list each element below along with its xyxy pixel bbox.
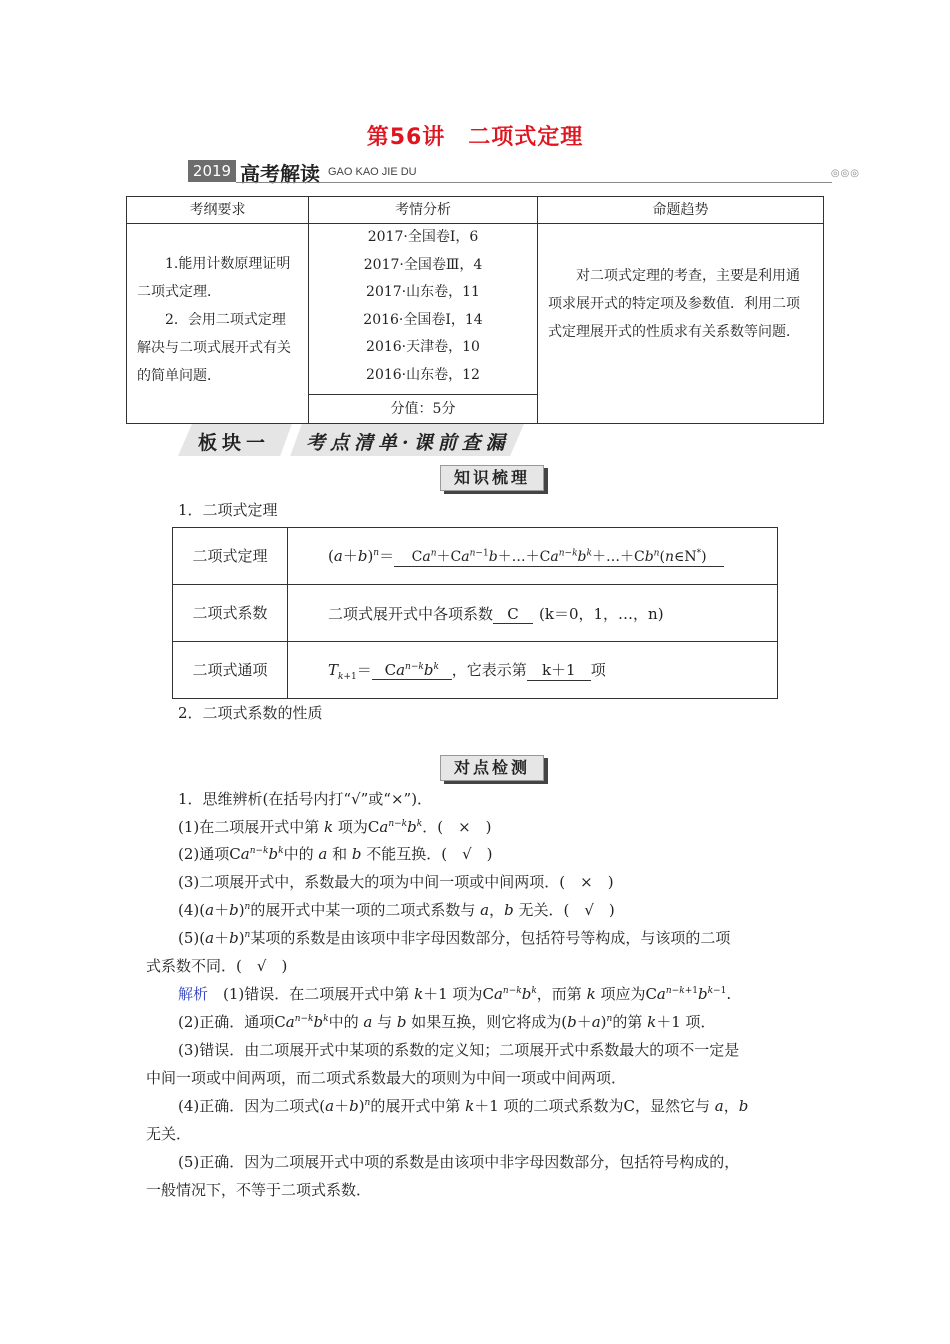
- answer-5: √: [256, 957, 267, 975]
- answer-4: √: [584, 901, 594, 919]
- answer-1: ×: [458, 818, 471, 836]
- coefficient-blank: C: [493, 605, 533, 624]
- general-term-text: $T_{k+1}= Ca^{n-k}b^k$ ，它表示第 k＋1 项: [288, 642, 778, 699]
- answer-3: ×: [580, 873, 593, 891]
- row-label-general-term: 二项式通项: [173, 642, 288, 699]
- trend-text: 对二项式定理的考查，主要是利用通项求展开式的特定项及参数值．利用二项式定理展开式的性质求有关系数等问题．: [548, 268, 800, 340]
- question-1: (1)在二项展开式中第 k 项为$Ca^{n-k}b^k$．( × ): [178, 818, 492, 836]
- knowledge-tag: 知识梳理: [440, 465, 544, 491]
- item-2-heading: 2．二项式系数的性质: [178, 704, 323, 722]
- analysis-item: 2016·天津卷，10: [366, 339, 480, 355]
- binomial-table: [172, 527, 778, 699]
- banner-pinyin: GAO KAO JIE DU: [328, 166, 417, 178]
- check-tag: 对点检测: [440, 755, 544, 781]
- gaokao-banner: [188, 158, 860, 184]
- analysis-item: 2016·山东卷，12: [366, 366, 480, 383]
- header-trend: 命题趋势: [538, 197, 824, 224]
- analysis-item: 2017·山东卷，11: [366, 284, 480, 300]
- question-3: (3)二项展开式中，系数最大的项为中间一项或中间两项．( × ): [178, 873, 614, 891]
- banner-year: 2019: [188, 160, 236, 182]
- exam-analysis-table: [126, 196, 824, 424]
- requirement-1: 1.能用计数原理证明二项式定理．: [137, 256, 291, 300]
- question-4: $(4)(a+b)^n$的展开式中某一项的二项式系数与 a，b 无关．( √ ): [178, 901, 615, 919]
- row-label-coefficient: 二项式系数: [173, 585, 288, 642]
- score-row: 分值：5分: [309, 394, 537, 423]
- jiexi-label: 解析: [178, 985, 209, 1003]
- analysis-item: 2016·全国卷Ⅰ，14: [363, 311, 483, 328]
- header-requirements: 考纲要求: [127, 197, 309, 224]
- banner-label: 高考解读: [240, 162, 320, 186]
- page-title: 第56讲 二项式定理: [366, 125, 584, 150]
- theorem-formula: $(a+b)^n=$ $Ca^n+Ca^{n-1}b+\dots+Ca^{n-k}b^k+\dots+Cb^n(n\in N^*)$: [288, 528, 778, 585]
- analysis-item: 2017·全国卷Ⅲ，4: [363, 256, 483, 273]
- requirements-cell: [127, 224, 309, 424]
- coefficient-text: 二项式展开式中各项系数 C (k＝0，1，…，n): [288, 585, 778, 642]
- answer-4-explain-cont: 无关．: [146, 1125, 192, 1143]
- requirement-2: 2．会用二项式定理解决与二项式展开式有关的简单问题．: [137, 312, 291, 384]
- answer-2-explain: (2)正确．通项$Ca^{n-k}b^k$中的 a 与 b 如果互换，则它将成为$(b+a)^n$的第 k＋1 项．: [178, 1013, 716, 1031]
- section-banner: [178, 424, 528, 458]
- answer-3-explain: (3)错误．由二项展开式中某项的系数的定义知；二项展开式中系数最大的项不一定是: [178, 1041, 740, 1059]
- banner-dots: ◎◎◎: [830, 168, 860, 179]
- analysis-cell: [309, 224, 538, 424]
- trend-cell: [538, 224, 824, 424]
- answer-1-explain: 解析 (1)错误．在二项展开式中第 k＋1 项为$Ca^{n-k}b^k$，而第 k 项应为$Ca^{n-k+1}b^{k-1}$.: [178, 985, 732, 1003]
- answer-4-explain: (4)正确．因为二项式$(a+b)^n$的展开式中第 k＋1 项的二项式系数为C，显然它与 a，b: [178, 1097, 749, 1115]
- term-index-blank: k＋1: [527, 659, 591, 681]
- row-label-theorem: 二项式定理: [173, 528, 288, 585]
- item-1-heading: 1．二项式定理: [178, 501, 278, 519]
- answer-2: √: [462, 845, 472, 863]
- answer-3-explain-cont: 中间一项或中间两项，而二项式系数最大的项则为中间一项或中间两项．: [146, 1069, 627, 1087]
- question-5-cont: 式系数不同．( √ ): [146, 957, 288, 975]
- question-5: $(5)(a+b)^n$某项的系数是由该项中非字母因数部分，包括符号等构成，与该项的二项: [178, 929, 731, 947]
- section-text: 考点清单·课前查漏: [306, 432, 510, 454]
- answer-5-explain-cont: 一般情况下，不等于二项式系数．: [146, 1181, 372, 1199]
- analysis-item: 2017·全国卷Ⅰ，6: [367, 229, 479, 245]
- header-analysis: 考情分析: [309, 197, 538, 224]
- section-block: 板块一: [198, 432, 271, 454]
- question-intro: 1．思维辨析(在括号内打“√”或“×”)．: [178, 790, 433, 808]
- answer-5-explain: (5)正确．因为二项展开式中项的系数是由该项中非字母因数部分，包括符号构成的，: [178, 1153, 740, 1171]
- question-2: (2)通项$Ca^{n-k}b^k$中的 a 和 b 不能互换．( √ ): [178, 845, 493, 863]
